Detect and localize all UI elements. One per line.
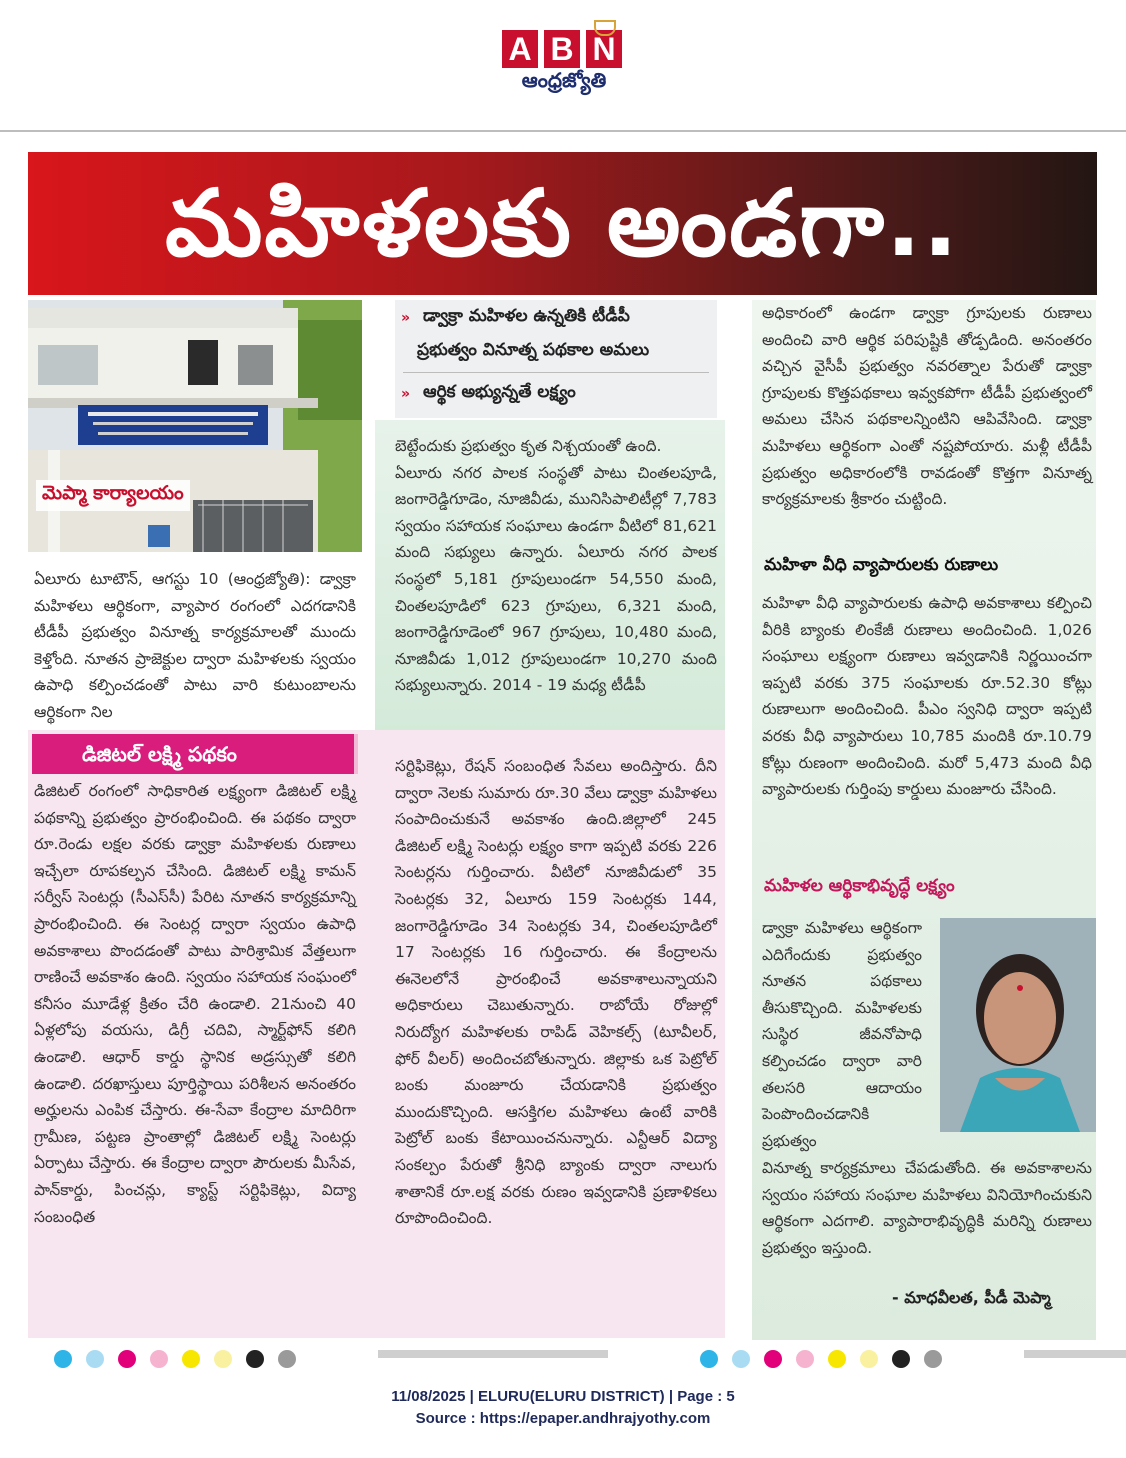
paragraph: ఏలూరు టూటౌన్, ఆగస్టు 10 (ఆంధ్రజ్యోతి): డ్వాక్రా మహిళలు ఆర్థికంగా, వ్యాపార రంగంలో ఎదగడానికి టీడీపీ ప్రభుత్వం వినూత్న కార్యక్రమాలతో ముందు కెళ్తోంది. నూతన ప్రాజెక్టుల ద్వారా మహిళలకు స్వయం ఉపాధి కల్పించడంతో పాటు వారి కుటుంబాలను ఆర్థికంగా నిల <box>34 570 356 721</box>
office-photo <box>28 300 362 552</box>
office-building-illustration <box>28 300 362 552</box>
paragraph: బెట్టేందుకు ప్రభుత్వం కృత నిశ్చయంతో ఉంది. <box>395 437 662 455</box>
paragraph: అధికారంలో ఉండగా డ్వాక్రా గ్రూపులకు రుణాలు అందించి వారి ఆర్థిక పరిపుష్టికి తోడ్పడింది. అనంతరం వచ్చిన వైసీపీ ప్రభుత్వం నవరత్నాల పేరుతో డ్వాక్రా గ్రూపులకు కొత్తపథకాలు ఇవ్వకపోగా టీడీపీ ప్రభుత్వంలో అమలు చేసిన పథకాలన్నింటిని ఆపివేసింది. డ్వాక్రా మహిళలు ఆర్థికంగా ఎంతో నష్టపోయారు. మళ్లీ టీడీపీ ప్రభుత్వం అధికారంలోకి రావడంతో కొత్తగా వినూత్న కార్యక్రమాలకు శ్రీకారం చుట్టింది. <box>762 304 1092 509</box>
highlight-2: ప్రభుత్వం వినూత్న పథకాల అమలు <box>417 340 650 360</box>
highlights-box <box>395 300 717 418</box>
article-intro <box>34 566 356 726</box>
subhead-economic-growth: మహిళల ఆర్థికాభివృద్ధే లక్ష్యం <box>764 876 955 896</box>
headline-banner <box>28 152 1097 295</box>
quote-byline: - మాధవీలత, పీడీ మెప్మా <box>892 1288 1051 1307</box>
subhead-digital-lakshmi: డిజిటల్ లక్ష్మి పథకం <box>32 734 354 774</box>
article-centers <box>395 753 717 1232</box>
article-digital-lakshmi <box>34 778 356 1230</box>
article-street-vendors <box>762 590 1092 803</box>
highlight-3: ఆర్థిక అభ్యున్నతే లక్ష్యం <box>423 382 576 402</box>
highlight-divider <box>403 372 709 373</box>
footer-source-link[interactable]: Source : https://epaper.andhrajyothy.com <box>415 1410 711 1427</box>
logo-letter-b: B <box>544 30 580 68</box>
article-groups <box>395 433 717 699</box>
paragraph: మహిళా వీధి వ్యాపారులకు ఉపాధి అవకాశాలు కల్పించి వీరికి బ్యాంకు లింకేజీ రుణాలు అందించింది. 1,026 సంఘాలు లక్ష్యంగా రుణాలు ఇవ్వడానికి నిర్ణయించగా ఇప్పటి వరకు 375 సంఘాలకు రూ.52.30 కోట్లు రుణాలుగా అందించింది. పీఎం స్వనిధి ద్వారా ఇప్పటి వరకు వీధి వ్యాపారులు 10,785 మందికి రూ.10.79 కోట్లు రుణంగా అందించింది. మరో 5,473 మంది వీధి వ్యాపారులకు గుర్తింపు కార్డులు మంజూరు చేసింది. <box>762 594 1092 799</box>
portrait-illustration <box>940 918 1096 1132</box>
paragraph: ఏలూరు నగర పాలక సంస్థతో పాటు చింతలపూడి, జంగారెడ్డిగూడెం, నూజివీడు, మునిసిపాలిటీల్లో 7,783 స్వయం సహాయక సంఘాలు ఉండగా వీటిలో 81,621 మంది సభ్యులు ఉన్నారు. ఏలూరు నగర పాలక సంస్థలో 5,181 గ్రూపులుండగా 54,550 మంది, చింతలపూడిలో 623 గ్రూపులు, 6,321 మంది, జంగారెడ్డిగూడెంలో 967 గ్రూపులు, 10,480 మంది, నూజివీడు 1,012 గ్రూపులుండగా 10,270 మంది సభ్యులున్నారు. 2014 - 19 మధ్య టీడీపీ <box>395 463 717 695</box>
logo-subtitle: ఆంధ్రజ్యోతి <box>521 68 607 92</box>
highlight-1: డ్వాక్రా మహిళల ఉన్నతికి టీడీపీ <box>423 306 630 326</box>
arrow-icon: » <box>401 386 411 402</box>
official-portrait <box>940 918 1096 1132</box>
article-quote-part2 <box>762 1155 1092 1261</box>
masthead-rule <box>0 130 1126 132</box>
subhead-accent <box>354 734 358 774</box>
logo-cup-icon <box>594 20 616 36</box>
article-quote-part1 <box>762 915 922 1154</box>
photo-caption: మెప్మా కార్యాలయం <box>36 480 190 511</box>
footer-edition-info: 11/08/2025 | ELURU(ELURU DISTRICT) | Page : 5 <box>391 1388 735 1405</box>
paragraph: సర్టిఫికెట్లు, రేషన్ సంబంధిత సేవలు అందిస్తారు. దీని ద్వారా నెలకు సుమారు రూ.30 వేలు డ్వాక్రా మహిళలు సంపాదించుకునే అవకాశం ఉంది.జిల్లాలో 245 డిజిటల్ లక్ష్మి సెంటర్లు లక్ష్యం కాగా ఇప్పటి వరకు 226 సెంటర్లను గుర్తించారు. వీటిలో నూజివీడులో 35 సెంటర్లకు 32, ఏలూరు 159 సెంటర్లకు 144, జంగారెడ్డిగూడెం 34 సెంటర్లకు 34, చింతలపూడిలో 17 సెంటర్లకు 16 గుర్తించారు. ఈ కేంద్రాలను ఈనెలలోనే ప్రారంభించే అవకాశాలున్నాయని అధికారులు చెబుతున్నారు. రాబోయే రోజుల్లో నిరుద్యోగ మహిళలకు రాపిడ్ వెహికల్స్ (టూవీలర్, ఫోర్ వీలర్) అందించబోతున్నారు. జిల్లాకు ఒక పెట్రోల్ బంకు మంజూరు చేయడానికి ప్రభుత్వం ముందుకొచ్చింది. ఆసక్తిగల మహిళలు ఉంటే వారికి పెట్రోల్ బంకు కేటాయించనున్నారు. ఎన్టీఆర్ విద్యా సంకల్పం పేరుతో శ్రీనిధి బ్యాంకు ద్వారా నాలుగు శాతానికే రూ.లక్ష వరకు రుణం ఇవ్వడానికి ప్రణాళికలు రూపొందించింది. <box>395 757 717 1228</box>
logo-letter-a: A <box>502 30 538 68</box>
logo-letter-n: N <box>586 30 622 68</box>
paragraph: డిజిటల్ రంగంలో సాధికారిత లక్ష్యంగా డిజిటల్ లక్ష్మి పథకాన్ని ప్రభుత్వం ప్రారంభించింది. ఈ పథకం ద్వారా రూ.రెండు లక్షల వరకు డ్వాక్రా మహిళలకు రుణాలు ఇచ్చేలా రూపకల్పన చేసింది. డిజిటల్ లక్ష్మి కామన్ సర్వీస్ సెంటర్లు (సీఎస్‌సీ) పేరిట నూతన కార్యక్రమాన్ని ప్రారంభించింది. ఈ సెంటర్ల ద్వారా స్వయం ఉపాధి అవకాశాలు పొందడంతో పాటు పారిశ్రామిక వేత్తలుగా రాణించే అవకాశం ఉంది. స్వయం సహాయక సంఘంలో కనీసం మూడేళ్ల క్రితం చేరి ఉండాలి. 21నుంచి 40 ఏళ్లలోపు వయసు, డిగ్రీ చదివి, స్మార్ట్‌ఫోన్ కలిగి ఉండాలి. ఆధార్ కార్డు స్థానిక అడ్రస్సుతో కలిగి ఉండాలి. దరఖాస్తులు పూర్తిస్థాయి పరిశీలన అనంతరం అర్హులను ఎంపిక చేస్తారు. ఈ-సేవా కేంద్రాల మాదిరిగా గ్రామీణ, పట్టణ ప్రాంతాల్లో డిజిటల్ లక్ష్మి సెంటర్లు ఏర్పాటు చేస్తారు. ఈ కేంద్రాల ద్వారా పౌరులకు మీసేవ, పాన్‌కార్డు, పించన్లు, క్యాస్ట్ సర్టిఫికెట్లు, విద్యా సంబంధిత <box>34 782 356 1226</box>
arrow-icon: » <box>401 310 411 326</box>
article-tdp-history <box>762 300 1092 513</box>
paragraph: డ్వాక్రా మహిళలు ఆర్థికంగా ఎదిగేందుకు ప్రభుత్వం నూతన పథకాలు తీసుకొచ్చింది. మహిళలకు సుస్థిర జీవనోపాధి కల్పించడం ద్వారా వారి తలసరి ఆదాయం పెంపొందించడానికి ప్రభుత్వం <box>762 919 922 1150</box>
headline: మహిళలకు అండగా.. <box>165 170 960 277</box>
subhead-street-vendors: మహిళా వీధి వ్యాపారులకు రుణాలు <box>764 555 999 575</box>
paragraph: వినూత్న కార్యక్రమాలు చేపడుతోంది. ఈ అవకాశాలను స్వయం సహాయ సంఘాల మహిళలు వినియోగించుకుని ఆర్థికంగా ఎదగాలి. వ్యాపారాభివృద్ధికి మరిన్ని రుణాలు ప్రభుత్వం ఇస్తుంది. <box>762 1159 1092 1257</box>
abn-logo <box>502 26 626 102</box>
